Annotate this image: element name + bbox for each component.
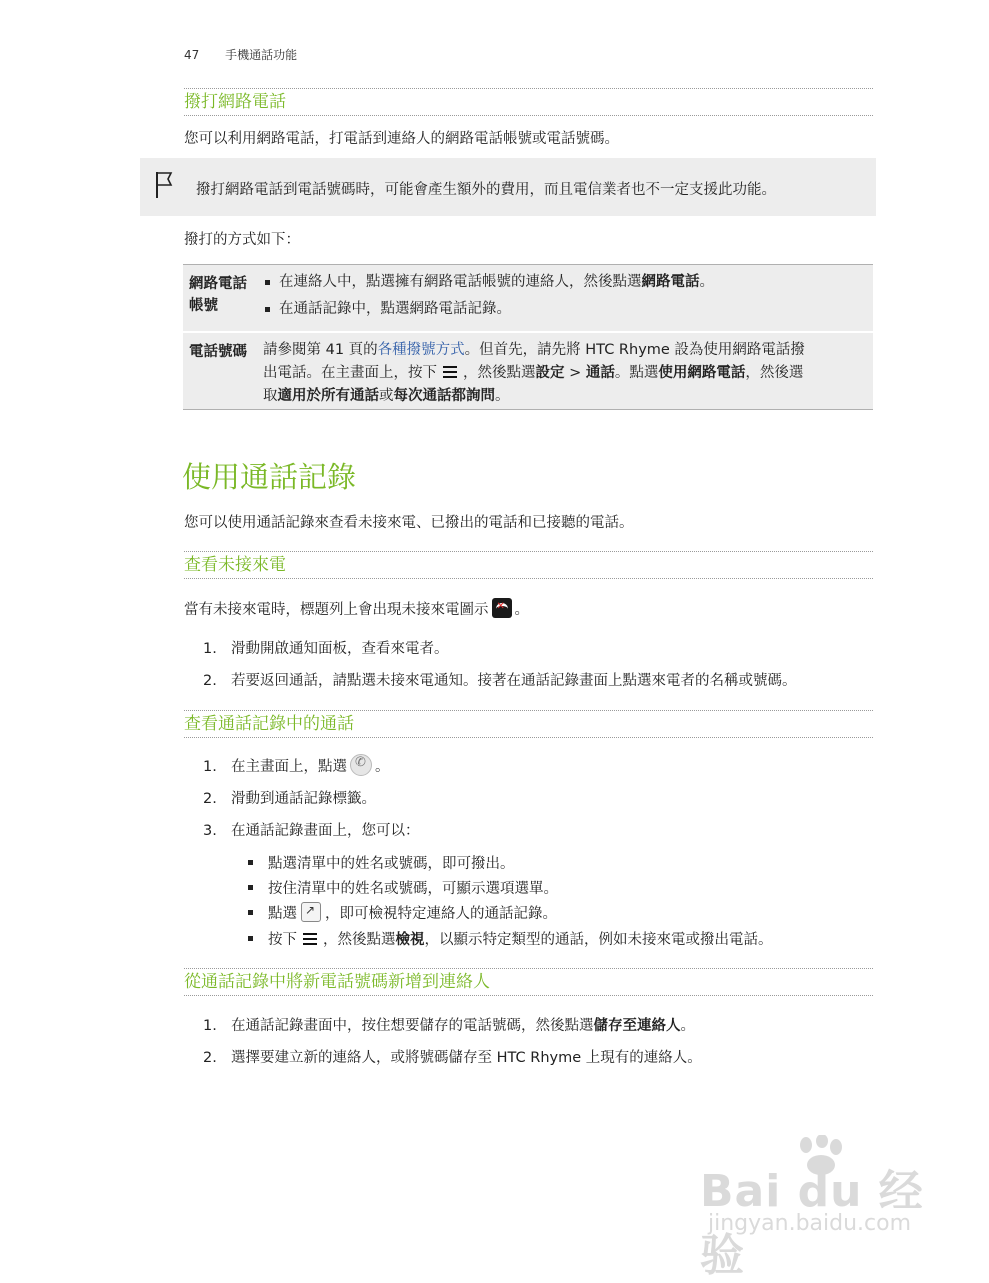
list-item: 1. 在通話記錄畫面中，按住想要儲存的電話號碼，然後點選儲存至連絡人。 [203,1018,695,1034]
list-item: 1. 在主畫面上，點選✆ 。 [203,754,390,776]
dial-methods-link[interactable]: 各種撥號方式 [377,342,465,358]
list-item: 2. 選擇要建立新的連絡人，或將號碼儲存至 HTC Rhyme 上現有的連絡人。 [203,1050,702,1066]
watermark-brand: Bai du 经验 [700,1166,924,1281]
table-row [183,331,873,410]
list-item: 2. 若要返回通話，請點選未接來電通知。接著在通話記錄畫面上點選來電者的名稱或號碼。 [203,673,797,689]
subhead-title: 撥打網路電話 [184,92,286,112]
list-item: 在通話記錄中，點選網路電話記錄。 [263,298,714,321]
watermark-url: jingyan.baidu.com [708,1211,912,1236]
phone-icon [350,754,372,776]
methods-table [183,264,873,410]
subhead-calllog [184,710,873,738]
methods-intro: 撥打的方式如下： [184,232,300,248]
list-item: 2. 滑動到通話記錄標籤。 [203,791,376,807]
menu-icon [301,931,319,947]
note-box [140,158,876,216]
list-item: 點選↗ ，即可檢視特定連絡人的通話記錄。 [248,902,557,923]
subhead-voip [184,88,873,116]
note-text: 撥打網路電話到電話號碼時，可能會產生額外的費用，而且電信業者也不一定支援此功能。 [196,182,776,198]
flag-icon [154,170,174,200]
page-header [184,46,297,63]
missed-intro: 當有未接來電時，標題列上會出現未接來電圖示✕ 。 [184,598,529,619]
table-row [183,264,873,331]
chapter-title: 手機通話功能 [225,48,298,62]
list-item: 按住清單中的姓名或號碼，可顯示選項選單。 [248,877,558,898]
list-item: 在連絡人中，點選擁有網路電話帳號的連絡人，然後點選網路電話。 [263,271,714,294]
row-label: 電話號碼 [189,344,247,360]
menu-icon [441,364,459,380]
calllog-intro: 您可以使用通話記錄來查看未接來電、已撥出的電話和已接聽的電話。 [184,515,634,531]
page-number: 47 [184,48,200,62]
view-icon [301,902,321,922]
list-item: 3. 在通話記錄畫面上，您可以： [203,823,420,839]
subhead-missed [184,551,873,579]
row-label: 網路電話 帳號 [189,276,247,314]
row-content [263,271,714,321]
baidu-watermark [700,1135,940,1281]
list-item: 按下 ，然後點選檢視，以顯示特定類型的通話，例如未接來電或撥出電話。 [248,928,773,949]
list-item: 點選清單中的姓名或號碼，即可撥出。 [248,852,515,873]
subhead-addcontact [184,968,873,996]
list-item: 1. 滑動開啟通知面板，查看來電者。 [203,641,449,657]
subhead-title: 從通話記錄中將新電話號碼新增到連絡人 [184,972,490,992]
voip-intro: 您可以利用網路電話，打電話到連絡人的網路電話帳號或電話號碼。 [184,131,619,147]
subhead-title: 查看通話記錄中的通話 [184,714,354,734]
row-content: 請參閱第 41 頁的各種撥號方式。但首先，請先將 HTC Rhyme 設為使用網路電話撥 出電話。在主畫面上，按下 ，然後點選設定 > 通話。點選使用網路電話，然後選 取適用於所有通話或每次通話都詢問。 [263,342,805,404]
section-title: 使用通話記錄 [182,460,357,494]
subhead-title: 查看未接來電 [184,555,286,575]
missed-call-icon [492,598,512,618]
